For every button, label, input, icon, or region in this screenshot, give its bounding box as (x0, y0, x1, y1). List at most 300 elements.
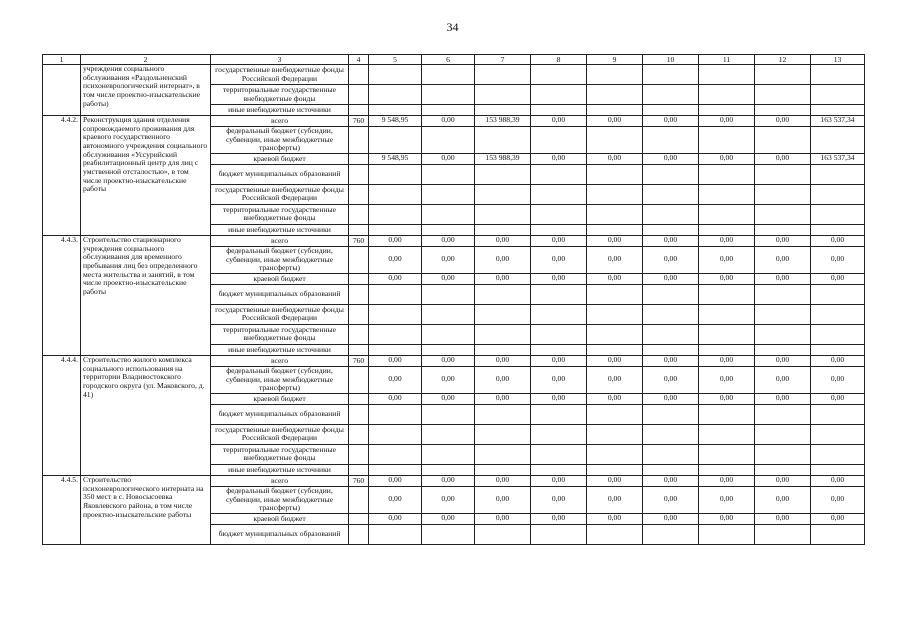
value-cell (531, 366, 587, 393)
value-cell (699, 204, 755, 224)
value-cell (422, 85, 475, 105)
value-cell (755, 204, 811, 224)
value-text: 0,00 (551, 373, 566, 383)
value-cell (531, 164, 587, 184)
value-cell (587, 164, 643, 184)
value-cell (587, 65, 643, 85)
value-cell (422, 164, 475, 184)
header-cell: 11 (699, 55, 755, 65)
funding-source: краевой бюджет (211, 513, 349, 524)
value-cell (475, 524, 531, 544)
funding-source: всего (211, 355, 349, 366)
value-text: 0,00 (495, 235, 510, 244)
value-cell (422, 65, 475, 85)
value-text: 0,00 (719, 235, 734, 244)
value-cell (755, 153, 811, 164)
value-cell (587, 464, 643, 475)
value-cell (699, 105, 755, 116)
value-cell (531, 127, 587, 154)
value-cell (699, 475, 755, 486)
value-cell (369, 444, 422, 464)
value-cell (643, 444, 699, 464)
value-cell (755, 235, 811, 246)
value-cell (531, 284, 587, 304)
value-cell (475, 475, 531, 486)
value-cell (531, 486, 587, 513)
funding-source: всего (211, 475, 349, 486)
value-cell (755, 404, 811, 424)
value-text: 0,00 (830, 235, 845, 244)
code-cell (349, 424, 369, 444)
value-cell (811, 246, 865, 273)
value-cell (475, 284, 531, 304)
funding-source: иные внебюджетные источники (211, 105, 349, 116)
value-cell (422, 344, 475, 355)
value-text: 0,00 (663, 393, 678, 402)
value-text: 0,00 (775, 273, 790, 282)
value-cell (811, 204, 865, 224)
value-cell (369, 273, 422, 284)
value-cell (475, 304, 531, 324)
value-cell (755, 524, 811, 544)
value-cell (699, 164, 755, 184)
value-cell (531, 393, 587, 404)
value-text: 0,00 (551, 253, 566, 263)
header-cell: 10 (643, 55, 699, 65)
value-text: 0,00 (775, 253, 790, 263)
value-cell (475, 153, 531, 164)
value-cell (422, 127, 475, 154)
value-cell (531, 324, 587, 344)
value-cell (811, 344, 865, 355)
value-text: 163 537,34 (820, 153, 855, 162)
value-text: 0,00 (495, 393, 510, 402)
value-text: 0,00 (388, 513, 402, 522)
value-text: 9 548,95 (381, 115, 409, 124)
value-cell (531, 464, 587, 475)
item-name: Реконструкция здания отделения сопровождаемого проживания для краевого государственного автономного учреждения социального обслуживания «Уссурийский реабилитационный центр для лиц с умственной отсталостью», в том числе проектно-изыскательские работы (81, 116, 211, 236)
item-code (43, 65, 81, 116)
value-cell (587, 105, 643, 116)
value-cell (643, 85, 699, 105)
value-text: 0,00 (663, 513, 678, 522)
value-cell (422, 116, 475, 127)
value-cell (643, 224, 699, 235)
value-cell (587, 85, 643, 105)
value-cell (699, 344, 755, 355)
value-text: 163 537,34 (820, 115, 855, 124)
value-text: 0,00 (775, 393, 790, 402)
funding-source: федеральный бюджет (субсидии, субвенции, иные межбюджетные трансферты) (211, 366, 349, 393)
value-text: 0,00 (775, 513, 790, 522)
value-cell (699, 153, 755, 164)
funding-source: краевой бюджет (211, 393, 349, 404)
value-text: 0,00 (607, 273, 622, 282)
value-cell (369, 164, 422, 184)
item-code: 4.4.4. (43, 355, 81, 475)
value-text: 0,00 (495, 253, 510, 263)
value-cell (643, 273, 699, 284)
value-text: 0,00 (388, 235, 402, 244)
value-cell (422, 355, 475, 366)
value-cell (422, 273, 475, 284)
funding-source: иные внебюджетные источники (211, 224, 349, 235)
value-cell (699, 246, 755, 273)
value-cell (369, 65, 422, 85)
value-cell (369, 153, 422, 164)
value-cell (755, 355, 811, 366)
value-cell (422, 366, 475, 393)
value-text: 0,00 (551, 115, 566, 124)
value-text: 0,00 (441, 475, 455, 484)
header-cell: 12 (755, 55, 811, 65)
funding-source: бюджет муниципальных образований (211, 284, 349, 304)
item-code: 4.4.2. (43, 116, 81, 236)
value-cell (531, 304, 587, 324)
value-cell (475, 355, 531, 366)
value-text: 0,00 (551, 513, 566, 522)
value-cell (811, 464, 865, 475)
value-cell (643, 513, 699, 524)
value-text: 0,00 (663, 253, 678, 263)
value-cell (699, 355, 755, 366)
value-cell (699, 184, 755, 204)
value-cell (531, 184, 587, 204)
item-name: Строительство стационарного учреждения социального обслуживания для временного пребывания лиц без определенного места жительства и занятий, в том числе проектно-изыскательские работы (81, 235, 211, 355)
funding-source: федеральный бюджет (субсидии, субвенции, иные межбюджетные трансферты) (211, 246, 349, 273)
code-cell (349, 324, 369, 344)
value-cell (475, 246, 531, 273)
value-cell (699, 116, 755, 127)
value-cell (531, 273, 587, 284)
value-cell (643, 284, 699, 304)
value-cell (531, 105, 587, 116)
value-text: 0,00 (830, 253, 845, 263)
value-text: 0,00 (495, 513, 510, 522)
value-cell (587, 273, 643, 284)
value-cell (369, 324, 422, 344)
funding-source: иные внебюджетные источники (211, 464, 349, 475)
value-text: 0,00 (441, 355, 455, 364)
value-cell (475, 464, 531, 475)
value-text: 0,00 (607, 355, 622, 364)
value-text: 0,00 (719, 115, 734, 124)
value-cell (811, 164, 865, 184)
value-cell (643, 355, 699, 366)
funding-source: государственные внебюджетные фонды Российской Федерации (211, 424, 349, 444)
value-text: 0,00 (441, 235, 455, 244)
value-text: 0,00 (441, 115, 455, 124)
value-cell (587, 284, 643, 304)
value-cell (699, 366, 755, 393)
value-cell (699, 424, 755, 444)
value-text: 0,00 (663, 115, 678, 124)
value-text: 0,00 (830, 493, 845, 503)
value-text: 0,00 (551, 355, 566, 364)
value-cell (699, 524, 755, 544)
value-cell (699, 284, 755, 304)
value-text: 0,00 (551, 235, 566, 244)
value-cell (755, 444, 811, 464)
code-cell (349, 273, 369, 284)
value-cell (369, 284, 422, 304)
funding-source: территориальные государственные внебюджетные фонды (211, 324, 349, 344)
value-cell (531, 404, 587, 424)
funding-source: территориальные государственные внебюджетные фонды (211, 85, 349, 105)
value-cell (699, 127, 755, 154)
value-cell (475, 324, 531, 344)
value-cell (369, 105, 422, 116)
item-code: 4.4.3. (43, 235, 81, 355)
value-cell (643, 204, 699, 224)
value-cell (531, 235, 587, 246)
value-text: 0,00 (719, 513, 734, 522)
value-cell (475, 204, 531, 224)
value-cell (699, 486, 755, 513)
value-cell (531, 246, 587, 273)
table-row (43, 355, 865, 366)
value-text: 0,00 (830, 355, 845, 364)
value-cell (643, 65, 699, 85)
value-cell (643, 524, 699, 544)
value-cell (587, 304, 643, 324)
value-text: 0,00 (607, 393, 622, 402)
code-cell (349, 524, 369, 544)
value-cell (811, 486, 865, 513)
value-cell (811, 105, 865, 116)
value-cell (643, 424, 699, 444)
value-cell (811, 153, 865, 164)
value-cell (643, 324, 699, 344)
code-cell (349, 224, 369, 235)
value-cell (369, 224, 422, 235)
value-cell (811, 235, 865, 246)
value-cell (475, 424, 531, 444)
value-cell (422, 486, 475, 513)
value-text: 0,00 (388, 253, 402, 263)
value-text: 0,00 (719, 355, 734, 364)
value-cell (699, 324, 755, 344)
value-text: 0,00 (495, 355, 510, 364)
value-cell (587, 424, 643, 444)
value-text: 0,00 (719, 253, 734, 263)
value-text: 0,00 (441, 273, 455, 282)
value-text: 0,00 (388, 373, 402, 383)
value-cell (699, 224, 755, 235)
value-cell (369, 475, 422, 486)
funding-source: всего (211, 235, 349, 246)
header-cell: 5 (369, 55, 422, 65)
value-text: 0,00 (441, 493, 455, 503)
value-cell (369, 366, 422, 393)
value-text: 0,00 (775, 373, 790, 383)
item-name: Строительство психоневрологического интерната на 350 мест в с. Новосысоевка Яковлевского района, в том числе проектно-изыскательские работы (81, 475, 211, 544)
value-cell (422, 284, 475, 304)
value-cell (369, 486, 422, 513)
funding-source: государственные внебюджетные фонды Российской Федерации (211, 65, 349, 85)
value-cell (475, 393, 531, 404)
header-cell: 7 (475, 55, 531, 65)
code-cell (349, 164, 369, 184)
value-cell (531, 224, 587, 235)
code-cell: 760 (349, 116, 369, 127)
value-cell (811, 524, 865, 544)
value-text: 0,00 (441, 253, 455, 263)
code-cell (349, 486, 369, 513)
value-cell (755, 513, 811, 524)
code-cell: 760 (349, 475, 369, 486)
code-cell (349, 153, 369, 164)
value-text: 0,00 (830, 373, 845, 383)
value-text: 0,00 (607, 493, 622, 503)
value-text: 0,00 (441, 393, 455, 402)
value-text: 0,00 (495, 475, 510, 484)
header-cell: 2 (81, 55, 211, 65)
page-number: 34 (446, 20, 459, 34)
item-code: 4.4.5. (43, 475, 81, 544)
value-cell (531, 475, 587, 486)
code-cell (349, 204, 369, 224)
value-cell (699, 393, 755, 404)
value-cell (531, 204, 587, 224)
value-text: 0,00 (495, 493, 510, 503)
value-cell (755, 127, 811, 154)
value-cell (369, 464, 422, 475)
value-cell (587, 475, 643, 486)
value-cell (587, 184, 643, 204)
value-cell (531, 524, 587, 544)
value-cell (587, 355, 643, 366)
code-cell (349, 344, 369, 355)
value-cell (475, 366, 531, 393)
value-cell (422, 524, 475, 544)
code-cell (349, 184, 369, 204)
value-cell (369, 204, 422, 224)
value-cell (422, 444, 475, 464)
value-cell (531, 344, 587, 355)
value-cell (755, 65, 811, 85)
value-cell (531, 444, 587, 464)
header-row (43, 55, 865, 65)
value-cell (811, 65, 865, 85)
value-cell (475, 444, 531, 464)
value-cell (699, 65, 755, 85)
value-cell (369, 127, 422, 154)
value-text: 0,00 (607, 235, 622, 244)
value-cell (531, 85, 587, 105)
value-cell (369, 304, 422, 324)
value-cell (811, 184, 865, 204)
value-cell (475, 486, 531, 513)
value-cell (755, 344, 811, 355)
value-text: 0,00 (663, 475, 678, 484)
value-cell (475, 224, 531, 235)
value-cell (811, 404, 865, 424)
funding-source: федеральный бюджет (субсидии, субвенции, иные межбюджетные трансферты) (211, 486, 349, 513)
value-cell (755, 105, 811, 116)
value-cell (811, 444, 865, 464)
value-cell (643, 404, 699, 424)
value-cell (811, 475, 865, 486)
value-text: 0,00 (830, 475, 845, 484)
value-cell (422, 475, 475, 486)
funding-source: территориальные государственные внебюджетные фонды (211, 444, 349, 464)
value-cell (422, 513, 475, 524)
value-cell (587, 444, 643, 464)
value-cell (369, 246, 422, 273)
value-cell (755, 424, 811, 444)
code-cell (349, 65, 369, 85)
value-cell (643, 464, 699, 475)
code-cell (349, 513, 369, 524)
header-cell: 8 (531, 55, 587, 65)
value-cell (422, 404, 475, 424)
value-cell (755, 116, 811, 127)
value-cell (531, 355, 587, 366)
code-cell: 760 (349, 355, 369, 366)
value-cell (811, 424, 865, 444)
value-text: 0,00 (830, 513, 845, 522)
value-text: 0,00 (719, 153, 734, 162)
value-text: 0,00 (441, 153, 455, 162)
value-cell (699, 304, 755, 324)
value-cell (422, 204, 475, 224)
value-cell (643, 105, 699, 116)
value-cell (811, 366, 865, 393)
value-cell (755, 184, 811, 204)
value-cell (422, 235, 475, 246)
code-cell: 760 (349, 235, 369, 246)
header-cell: 4 (349, 55, 369, 65)
value-cell (699, 85, 755, 105)
funding-source: бюджет муниципальных образований (211, 164, 349, 184)
value-cell (587, 486, 643, 513)
code-cell (349, 127, 369, 154)
header-cell: 6 (422, 55, 475, 65)
value-cell (422, 324, 475, 344)
value-cell (699, 404, 755, 424)
value-text: 0,00 (607, 475, 622, 484)
value-cell (587, 344, 643, 355)
code-cell (349, 304, 369, 324)
table-row (43, 116, 865, 127)
value-cell (587, 127, 643, 154)
value-cell (587, 404, 643, 424)
value-cell (422, 424, 475, 444)
value-cell (755, 273, 811, 284)
value-cell (643, 127, 699, 154)
value-cell (811, 355, 865, 366)
value-text: 0,00 (663, 355, 678, 364)
funding-source: бюджет муниципальных образований (211, 524, 349, 544)
value-text: 0,00 (719, 373, 734, 383)
funding-source: иные внебюджетные источники (211, 344, 349, 355)
funding-source: федеральный бюджет (субсидии, субвенции, иные межбюджетные трансферты) (211, 127, 349, 154)
value-cell (369, 393, 422, 404)
value-text: 0,00 (551, 393, 566, 402)
value-cell (475, 85, 531, 105)
value-text: 0,00 (719, 475, 734, 484)
code-cell (349, 284, 369, 304)
value-cell (369, 424, 422, 444)
value-text: 0,00 (551, 475, 566, 484)
value-cell (755, 224, 811, 235)
value-cell (587, 204, 643, 224)
value-cell (643, 486, 699, 513)
value-cell (587, 324, 643, 344)
code-cell (349, 85, 369, 105)
code-cell (349, 404, 369, 424)
